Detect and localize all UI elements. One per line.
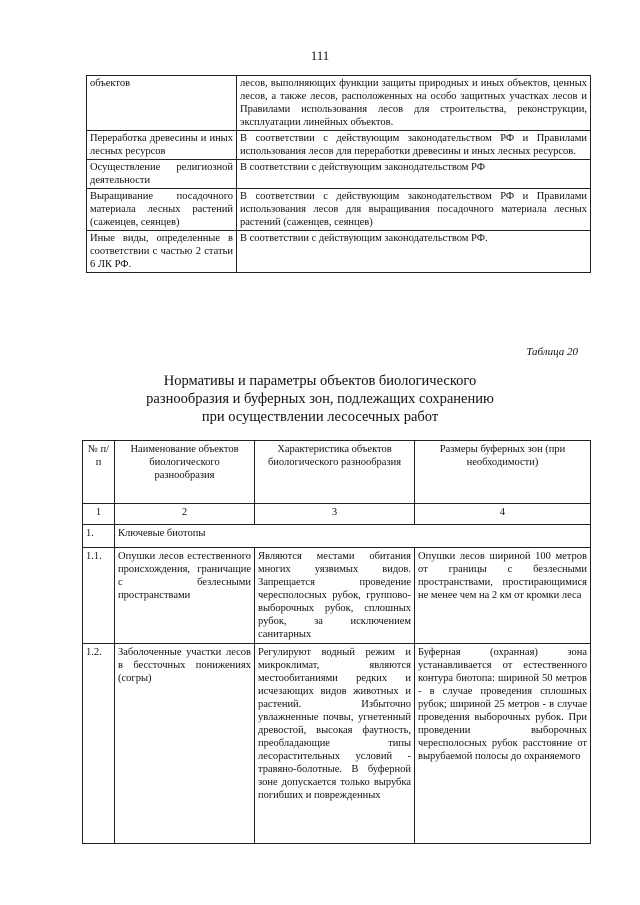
table-caption: Таблица 20 xyxy=(526,346,578,358)
col-number: 3 xyxy=(255,504,415,525)
buffer-zone: Опушки лесов шириной 100 метров от границы с безлесными пространствами, простирающимися не менее чем на 2 км от кромки леса xyxy=(415,548,591,644)
use-type-cell: объектов xyxy=(87,76,237,131)
use-conditions-cell: В соответствии с действующим законодательством РФ и Правилами использования лесов для переработки древесины и иных лесных ресурсов. xyxy=(237,131,591,160)
col-number: 4 xyxy=(415,504,591,525)
table-row xyxy=(87,160,591,189)
table-row xyxy=(87,189,591,231)
object-name: Заболоченные участки лесов в бессточных понижениях (согры) xyxy=(115,644,255,844)
title-line: при осуществлении лесосечных работ xyxy=(201,409,439,425)
section-number: 1. xyxy=(83,525,115,548)
use-conditions-cell: В соответствии с действующим законодательством РФ. xyxy=(237,231,591,273)
header-row xyxy=(83,441,591,504)
object-name: Опушки лесов естественного происхождения, граничащие с безлесными пространствами xyxy=(115,548,255,644)
table-row xyxy=(83,548,591,644)
table-row xyxy=(83,644,591,844)
header-characteristics: Характеристика объектов биологического разнообразия xyxy=(255,441,415,504)
object-characteristics: Регулируют водный режим и микроклимат, являются местообитаниями редких и исчезающих видов животных и растений. Избыточно увлажненные почвы, угнетенный древостой, высокая фаутность, преобладающие типы лесорастительных условий - травяно-болотные. В буферной зоне допускается только вырубка погибших и поврежденных xyxy=(255,644,415,844)
row-number: 1.2. xyxy=(83,644,115,844)
header-num: № п/п xyxy=(83,441,115,504)
col-number: 1 xyxy=(83,504,115,525)
use-type-cell: Выращивание посадочного материала лесных растений (саженцев, сеянцев) xyxy=(87,189,237,231)
object-characteristics: Являются местами обитания многих уязвимых видов. Запрещается проведение чересполосных рубок, группово-выборочных рубок, сплошных рубок, за исключением санитарных xyxy=(255,548,415,644)
use-type-cell: Осуществление религиозной деятельности xyxy=(87,160,237,189)
column-numbers-row xyxy=(83,504,591,525)
title-line: Нормативы и параметры объектов биологического xyxy=(163,373,477,389)
permitted-uses-table xyxy=(86,75,591,273)
use-conditions-cell: В соответствии с действующим законодательством РФ xyxy=(237,160,591,189)
table-title xyxy=(0,372,640,426)
use-conditions-cell: В соответствии с действующим законодательством РФ и Правилами использования лесов для выращивания посадочного материала лесных растений (саженцев, сеянцев) xyxy=(237,189,591,231)
buffer-zone: Буферная (охранная) зона устанавливается от естественного контура биотопа: шириной 50 метров - в случае проведения сплошных рубок; шириной 25 метров - в случае проведения выборочных рубок. При проведении выборочных чересполосных рубок расстояние от вырубаемой полосы до охраняемого xyxy=(415,644,591,844)
row-number: 1.1. xyxy=(83,548,115,644)
header-buffer-zone: Размеры буферных зон (при необходимости) xyxy=(415,441,591,504)
use-conditions-cell: лесов, выполняющих функции защиты природных и иных объектов, ценных лесов, а также лесов, расположенных на особо защитных участках лесов и Правилами использования лесов для строительства, реконструкции, эксплуатации линейных объектов. xyxy=(237,76,591,131)
header-name: Наименование объектов биологического разнообразия xyxy=(115,441,255,504)
use-type-cell: Переработка древесины и иных лесных ресурсов xyxy=(87,131,237,160)
use-type-cell: Иные виды, определенные в соответствии с частью 2 статьи 6 ЛК РФ. xyxy=(87,231,237,273)
title-line: разнообразия и буферных зон, подлежащих сохранению xyxy=(146,391,494,407)
biodiversity-table xyxy=(82,440,591,844)
page-number: 111 xyxy=(310,48,330,63)
col-number: 2 xyxy=(115,504,255,525)
section-label: Ключевые биотопы xyxy=(115,525,591,548)
table-row xyxy=(87,231,591,273)
table-row xyxy=(87,131,591,160)
section-row xyxy=(83,525,591,548)
table-row xyxy=(87,76,591,131)
